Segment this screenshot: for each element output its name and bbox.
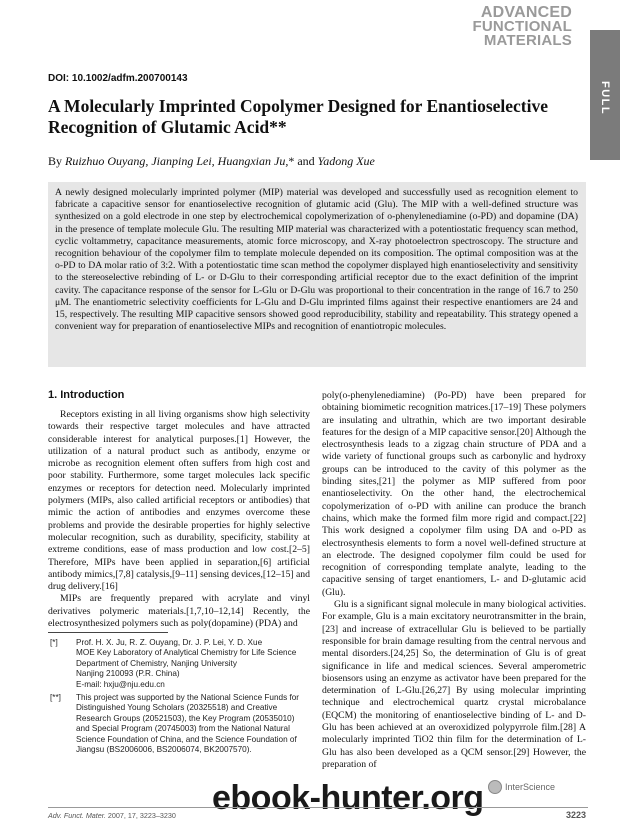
footnotes xyxy=(48,638,310,758)
intro-paragraph: Glu is a significant signal molecule in many biological activities. For example, Glu is a main excitatory neurotransmitter in the brain,[23] and increase of extracellular Glu is believed to be partially responsible for brain damage resulting from the central nervous and mental disorders.[24,25] So, the determination of Glu is of great significance in life and medical sciences. Several amperometric biosensors using an enzyme as activator have been prepared for the determination of L-Glu.[26,27] By using molecular imprinting technique and electrochemical quartz crystal microbalance (EQCM) the monitoring of enantioselective binding of L- and D-Glu has been achieved at an overoxidized polypyrrole film.[28] A molecularly imprinted TiO2 thin film for the determination of L-Glu has also been developed as a QCM sensor.[29] However, the preparation of xyxy=(322,599,586,770)
full-paper-tab xyxy=(569,30,620,160)
footnote-affiliation xyxy=(48,638,310,690)
intro-paragraph: poly(o-phenylenediamine) (Po-PD) have been prepared for obtaining biomimetic recognition matrices.[17–19] These polymers are insulating and ultrathin, which are two important desirable features for the design of a MIP capacitive sensor.[20] Although the electrosynthesis leads to a zigzag chain structure of PDA and a wide variety of functional groups such as carbonylic and hydroxy groups can be introduced to the cavity of this polymer as the binding sites,[21] the polymer as MIP suffered from poor enantioselectivity. On the other hand, the electrochemical copolymerization of o-PD with aniline can produce the branch chains, which make the formed film more rigid and compact.[22] This work designed a copolymer film using DA and o-PD as electrosynthesis elements to form a novel well-defined structure at an electrode. The designed copolymer film could be used for recognition of corresponding template analyte, leading to the capacitive sensing of target enantiomers, L- and D-glutamic acid (Glu). xyxy=(322,390,586,598)
section-title-introduction: 1. Introduction xyxy=(48,389,125,401)
doi-line: DOI: 10.1002/adfm.200700143 xyxy=(48,73,188,84)
article-title: A Molecularly Imprinted Copolymer Designed for Enantioselective Recognition of Glutamic Acid** xyxy=(48,96,548,137)
logo-line-materials: MATERIALS xyxy=(483,32,572,49)
footnote-funding xyxy=(48,693,310,755)
footer-rule xyxy=(48,807,588,808)
author-names: Ruizhuo Ouyang, Jianping Lei, Huangxian Ju, xyxy=(65,154,289,168)
abstract-box: A newly designed molecularly imprinted polymer (MIP) material was developed and successfully used as recognition element to fabricate a capacitive sensor for enantioselective recognition of glutamic acid (Glu). The MIP with a well-defined structure was synthesized on a gold electrode in one step by electrochemical copolymerization of o-phenylenediamine (o-PD) and dopamine (DA) in the presence of template molecule Glu. The resulting MIP material was characterized with a potentiostatic frequency scan method, cyclic voltammetry, capacitance measurements, atomic force microscopy, and X-ray photoelectron spectroscopy. The structure and recognition behaviour of the copolymer film to template molecule depended on its composition. The optimal composition was at the o-PD to DA molar ratio of 3:2. With a potentiostatic time scan method the copolymer displayed high enantioselectivity and sensitivity to the stereoselective rebinding of L- or D-Glu to their corresponding artificial receptor due to the exact definition of the imprint cavity. The capacitance response of the sensor for L-Glu or D-Glu was proportional to their concentration in the range of 16.7 to 250 μM. The enantiometric selectivity coefficients for L-Glu and D-Glu imprinted films against their respective enantiomers are 24 and 15, respectively. The resulting MIP capacitive sensors showed good reproducibility, stability and repeatability. This strategy opened a convenient way for preparation of enantioselective MIPs and recognition of enantiotropic molecules. xyxy=(48,182,586,367)
intro-paragraph: Receptors existing in all living organisms show high selectivity towards their respective target molecules and have attracted considerable interest for analytical purposes.[1] However, the utilization of a natural product such as antibody, enzyme or microbe as recognition element often suffers from high cost and poor stability. Furthermore, some target molecules lack specific enzymes or receptors for detection need. Molecularly imprinted polymers (MIPs, also called artificial receptors or antibodies) that mimic the action of antibodies and enzymes overcome these problems and provide the desirable properties for highly selective molecular recognition, such as durability, specificity, stability at extreme conditions, ease of mass production and low cost.[2–5] Therefore, MIPs have been applied in separation,[6] artificial antibody mimics,[7,8] catalysis,[9–11] sensing devices,[12–15] and drug delivery.[16] xyxy=(48,409,310,593)
logo-line-functional: FUNCTIONAL xyxy=(472,18,572,35)
footnote-line: Department of Chemistry, Nanjing University xyxy=(76,658,237,668)
journal-logo xyxy=(473,6,573,48)
footnote-line: MOE Key Laboratory of Analytical Chemistry for Life Science xyxy=(76,648,297,658)
logo-line-advanced: ADVANCED xyxy=(480,4,572,21)
footnote-line: Prof. H. X. Ju, R. Z. Ouyang, Dr. J. P. Lei, Y. D. Xue xyxy=(76,638,263,647)
full-paper-label: FULL PAPER xyxy=(569,75,611,121)
interscience-label: InterScience xyxy=(505,782,556,792)
footnote-mark: [*] xyxy=(50,638,58,647)
footnote-email[interactable]: E-mail: hxju@nju.edu.cn xyxy=(76,679,165,689)
footnote-line: This project was supported by the National Science Funds for Distinguished Young Scholars (20325518) and Creative Research Groups (20521503), the Key Program (20535010) and Special Program (20745003) from the National Natural Science Foundation of China, and the Science Foundation of Jiangsu (BS2006006, BS2006074, BK2007570). xyxy=(76,693,299,755)
intro-left-column xyxy=(48,409,310,631)
footnote-rule xyxy=(48,632,168,633)
interscience-logo xyxy=(488,780,555,794)
footnote-line: Nanjing 210093 (P.R. China) xyxy=(76,669,180,679)
watermark: ebook-hunter.org xyxy=(212,779,484,817)
citation-journal: Adv. Funct. Mater. xyxy=(48,811,106,820)
author-prefix: By xyxy=(48,154,66,168)
footnote-mark: [**] xyxy=(50,693,61,703)
author-and: and xyxy=(294,154,318,168)
footer-citation xyxy=(48,811,176,820)
intro-paragraph: MIPs are frequently prepared with acrylate and vinyl derivatives polymeric materials.[1,7,10–12,14] Recently, the electrosynthesized polymers such as poly(dopamine) (PDA) and xyxy=(48,593,310,630)
citation-details: 2007, 17, 3223–3230 xyxy=(105,811,176,820)
globe-icon xyxy=(488,780,502,794)
author-last: Yadong Xue xyxy=(317,154,375,168)
author-line xyxy=(48,154,375,169)
corresponding-mark: * xyxy=(288,154,295,168)
intro-right-column xyxy=(322,390,586,805)
page-number: 3223 xyxy=(566,810,587,820)
